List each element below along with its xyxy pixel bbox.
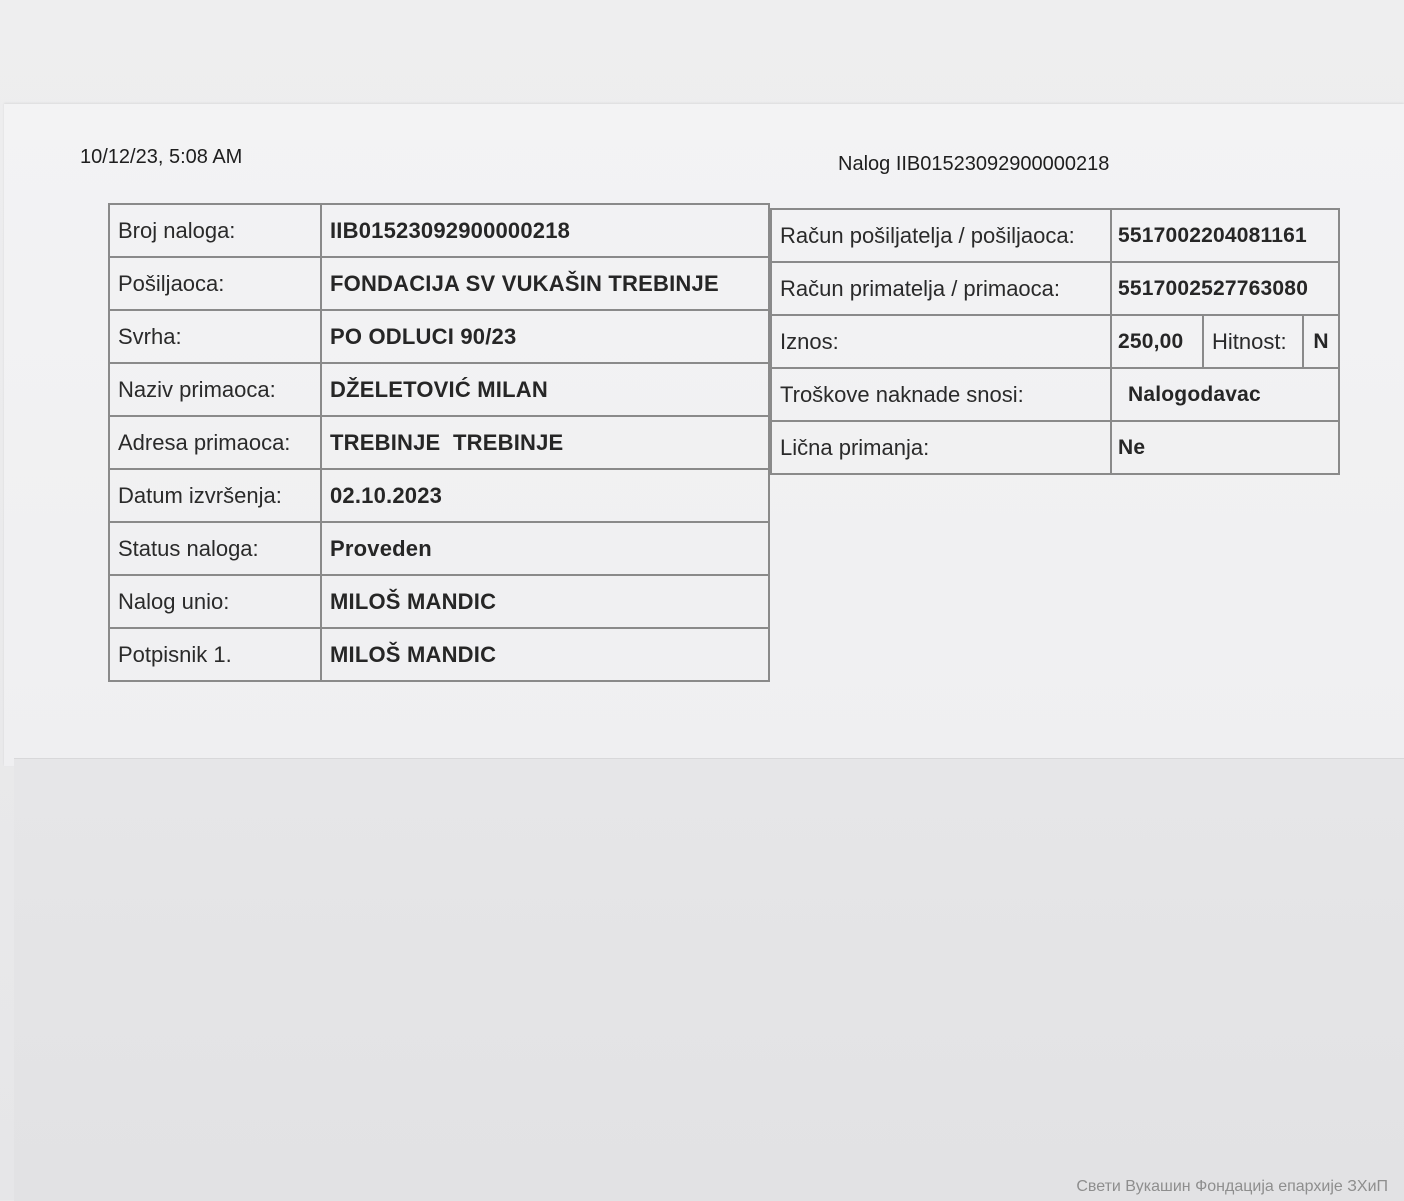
- field-label: Svrha:: [109, 310, 321, 363]
- field-value: MILOŠ MANDIC: [321, 628, 769, 681]
- order-header-title: Nalog IIB01523092900000218: [838, 153, 1110, 175]
- sender-account-value: 5517002204081161: [1111, 209, 1339, 262]
- table-row: [109, 575, 769, 628]
- field-label: Nalog unio:: [109, 575, 321, 628]
- field-value: MILOŠ MANDIC: [321, 575, 769, 628]
- field-value: DŽELETOVIĆ MILAN: [321, 363, 769, 416]
- table-row: [109, 310, 769, 363]
- order-details-table: [108, 203, 770, 682]
- table-row: [109, 522, 769, 575]
- field-value: FONDACIJA SV VUKAŠIN TREBINJE: [321, 257, 769, 310]
- table-row: [771, 421, 1339, 474]
- watermark-text: Свети Вукашин Фондација епархије ЗХиП: [1076, 1178, 1388, 1195]
- field-label: Potpisnik 1.: [109, 628, 321, 681]
- amount-value: 250,00: [1111, 315, 1203, 368]
- lower-sheet: [14, 758, 1404, 1201]
- field-label: Naziv primaoca:: [109, 363, 321, 416]
- fee-payer-value: Nalogodavac: [1111, 368, 1339, 421]
- account-details-table: [770, 208, 1340, 475]
- table-row: [109, 257, 769, 310]
- field-label: Status naloga:: [109, 522, 321, 575]
- fee-payer-label: Troškove naknade snosi:: [771, 368, 1111, 421]
- field-label: Broj naloga:: [109, 204, 321, 257]
- field-value: TREBINJE TREBINJE: [321, 416, 769, 469]
- field-label: Pošiljaoca:: [109, 257, 321, 310]
- amount-label: Iznos:: [771, 315, 1111, 368]
- urgency-value: N: [1303, 315, 1339, 368]
- personal-income-label: Lična primanja:: [771, 421, 1111, 474]
- field-label: Adresa primaoca:: [109, 416, 321, 469]
- table-row: [109, 416, 769, 469]
- table-row: [771, 368, 1339, 421]
- table-row: [109, 363, 769, 416]
- sender-account-label: Račun pošiljatelja / pošiljaoca:: [771, 209, 1111, 262]
- urgency-label: Hitnost:: [1203, 315, 1303, 368]
- field-value: IIB01523092900000218: [321, 204, 769, 257]
- recipient-account-label: Račun primatelja / primaoca:: [771, 262, 1111, 315]
- personal-income-value: Ne: [1111, 421, 1339, 474]
- table-row: [771, 209, 1339, 262]
- field-value: Proveden: [321, 522, 769, 575]
- field-label: Datum izvršenja:: [109, 469, 321, 522]
- table-row: [109, 204, 769, 257]
- field-value: PO ODLUCI 90/23: [321, 310, 769, 363]
- print-date: 10/12/23, 5:08 AM: [80, 146, 243, 168]
- table-row: [109, 628, 769, 681]
- recipient-account-value: 5517002527763080: [1111, 262, 1339, 315]
- field-value: 02.10.2023: [321, 469, 769, 522]
- table-row: [771, 262, 1339, 315]
- table-row: [109, 469, 769, 522]
- table-row: [771, 315, 1339, 368]
